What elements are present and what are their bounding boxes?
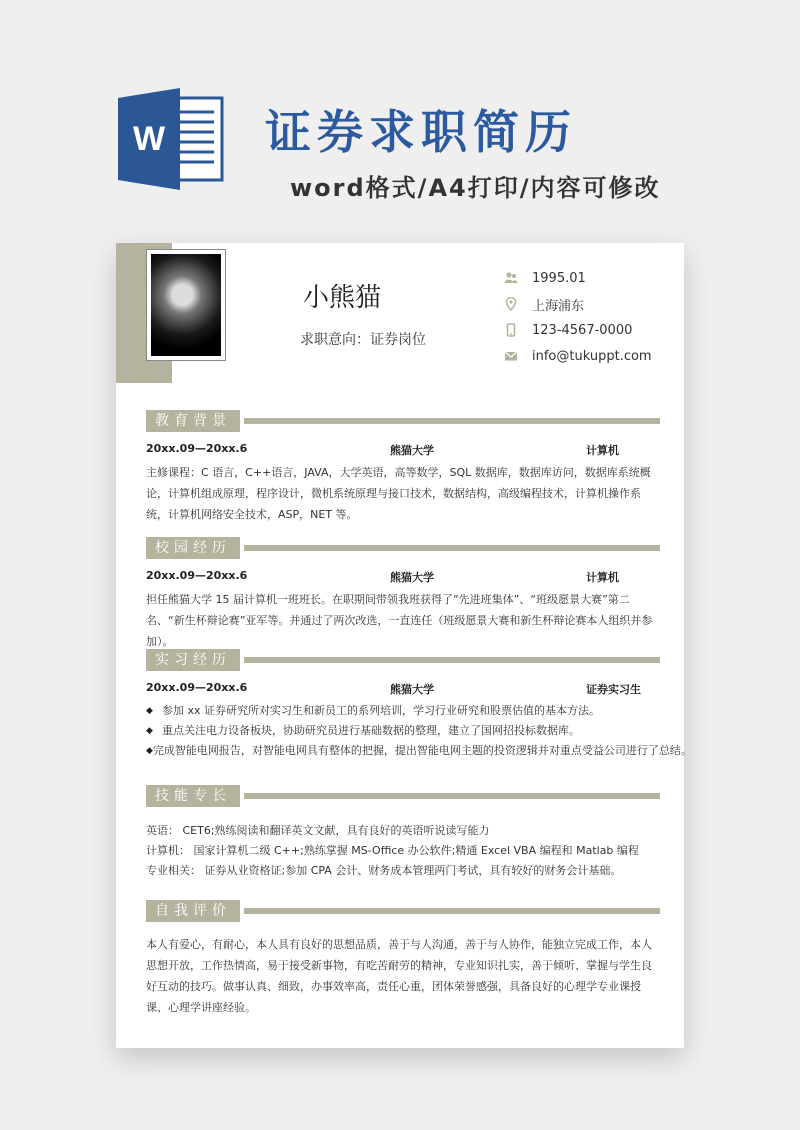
entry-date: 20xx.09—20xx.6 — [146, 442, 248, 455]
entry-header — [146, 569, 660, 589]
skill-computer: 计算机： 国家计算机二级 C++;熟练掌握 MS-Office 办公软件;精通 Excel VBA 编程和 Matlab 编程 — [146, 844, 639, 857]
self-evaluation-text: 本人有爱心，有耐心，本人具有良好的思想品质，善于与人沟通，善于与人协作，能独立完成工作，本人思想开放，工作热情高，易于接受新事物，有吃苦耐劳的精神，专业知识扎实，善于倾听、掌握与学生良好互动的技巧。做事认真、细致，办事效率高，责任心重，团体荣誉感强，具备良好的心理学专业课授课、心理学讲座经验。 — [146, 938, 652, 1014]
education-text: 主修课程：C 语言，C++语言，JAVA，大学英语，高等数学，SQL 数据库，数据库访问，数据库系统概论，计算机组成原理，程序设计，微机系统原理与接口技术，数据结构，高级编程技术，计算机操作系统，计算机网络安全技术，ASP，NET 等。 — [146, 466, 651, 521]
email-icon — [504, 349, 518, 363]
entry-role: 计算机 — [586, 571, 619, 584]
section-internship — [146, 649, 692, 761]
resume-page — [116, 243, 692, 1048]
contact-info — [504, 265, 652, 369]
list-item — [146, 741, 692, 761]
candidate-name: 小熊猫 — [303, 283, 382, 313]
word-logo-icon — [118, 88, 226, 190]
entry-role: 证券实习生 — [586, 683, 641, 696]
campus-text: 担任熊猫大学 15 届计算机一班班长。在职期间带领我班获得了“先进班集体”、“班级愿景大赛”第二名、“新生杯辩论赛”亚军等。并通过了两次改选，一直连任（班级愿景大赛和新生杯辩论赛本人组织并参加）。 — [146, 593, 653, 648]
diamond-bullet-icon: ◆ — [146, 746, 153, 756]
entry-header — [146, 442, 660, 462]
section-divider — [244, 657, 660, 663]
section-heading: 自我评价 — [146, 900, 240, 922]
diamond-bullet-icon: ◆ — [146, 726, 153, 736]
section-heading: 技能专长 — [146, 785, 240, 807]
section-campus — [146, 537, 660, 652]
location-pin-icon — [504, 297, 518, 311]
list-item — [146, 701, 660, 721]
entry-school: 熊猫大学 — [390, 683, 434, 696]
profile-photo — [146, 249, 226, 361]
phone-value: 123-4567-0000 — [532, 322, 633, 338]
diamond-bullet-icon: ◆ — [146, 706, 153, 716]
contact-birth — [504, 265, 652, 291]
section-skills — [146, 785, 660, 881]
contact-phone — [504, 317, 652, 343]
entry-header — [146, 681, 660, 701]
entry-date: 20xx.09—20xx.6 — [146, 569, 248, 582]
entry-date: 20xx.09—20xx.6 — [146, 681, 248, 694]
section-heading: 校园经历 — [146, 537, 240, 559]
section-education — [146, 410, 660, 525]
banner-title: 证券求职简历 — [265, 105, 577, 159]
birth-value: 1995.01 — [532, 270, 586, 286]
section-heading: 实习经历 — [146, 649, 240, 671]
section-self-evaluation — [146, 900, 660, 1018]
entry-school: 熊猫大学 — [390, 571, 434, 584]
section-divider — [244, 793, 660, 799]
contact-location — [504, 291, 652, 317]
bullet-text: 重点关注电力设备板块，协助研究员进行基础数据的整理，建立了国网招投标数据库。 — [162, 724, 580, 737]
email-value: info@tukuppt.com — [532, 348, 652, 364]
section-divider — [244, 908, 660, 914]
skill-english: 英语： CET6;熟练阅读和翻译英文文献，具有良好的英语听说读写能力 — [146, 824, 490, 837]
entry-major: 计算机 — [586, 444, 619, 457]
skill-professional: 专业相关： 证券从业资格证;参加 CPA 会计、财务成本管理两门考试，具有较好的财务会计基础。 — [146, 864, 622, 877]
bullet-text: 参加 xx 证券研究所对实习生和新员工的系列培训，学习行业研究和股票估值的基本方法。 — [162, 704, 601, 717]
contact-email — [504, 343, 652, 369]
section-heading: 教育背景 — [146, 410, 240, 432]
location-value: 上海浦东 — [532, 298, 585, 314]
bullet-text: 完成智能电网报告，对智能电网具有整体的把握，提出智能电网主题的投资逻辑并对重点受益公司进行了总结。 — [152, 744, 692, 757]
phone-icon — [504, 323, 518, 337]
job-intent: 求职意向：证券岗位 — [300, 332, 426, 348]
list-item — [146, 721, 660, 741]
svg-text:W: W — [132, 120, 166, 158]
banner-subtitle: word格式/A4打印/内容可修改 — [290, 174, 661, 202]
entry-school: 熊猫大学 — [390, 444, 434, 457]
section-divider — [244, 545, 660, 551]
section-divider — [244, 418, 660, 424]
person-icon — [504, 271, 518, 285]
